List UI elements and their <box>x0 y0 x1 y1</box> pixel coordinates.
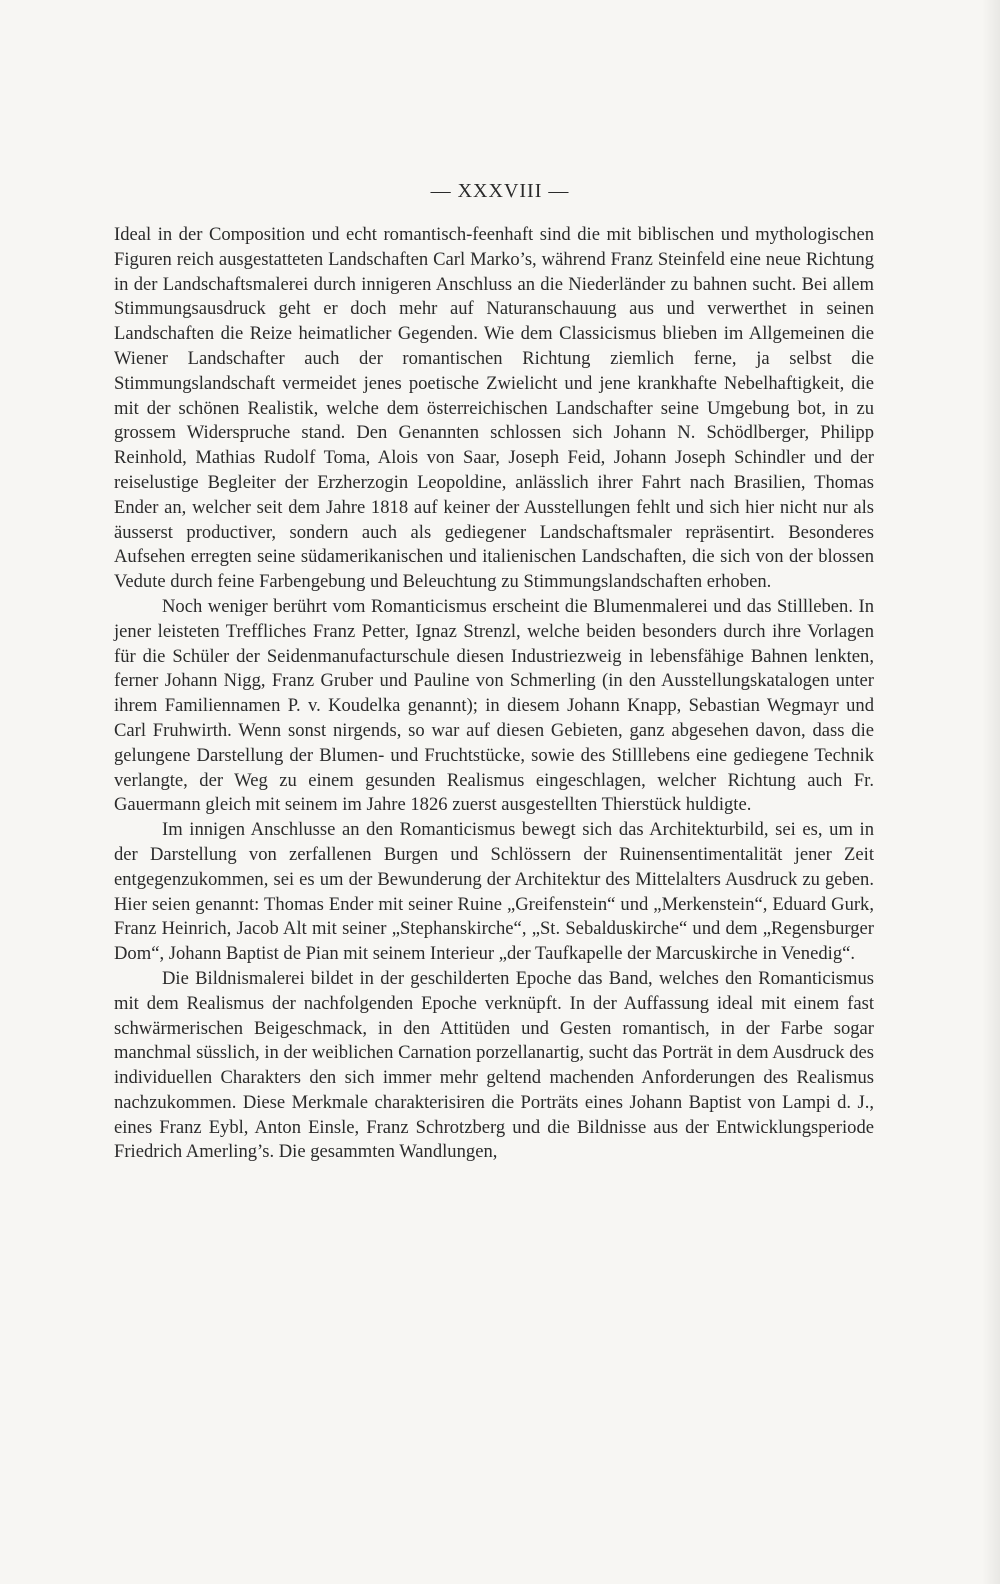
paragraph-portrait: Die Bildnismalerei bildet in der geschilderten Epoche das Band, welches den Romanticismus mit dem Realismus der nachfolgenden Epoche verknüpft. In der Auffassung ideal mit einem fast schwärmerischen Beigeschmack, in den Attitüden und Gesten romantisch, in der Farbe sogar manchmal süsslich, in der weiblichen Carnation porzellanartig, sucht das Porträt in dem Ausdruck des individuellen Charakters den sich immer mehr geltend machenden Anforderungen des Realismus nachzukommen. Diese Merkmale charakterisiren die Porträts eines Johann Baptist von Lampi d. J., eines Franz Eybl, Anton Einsle, Franz Schrotzberg und die Bildnisse aus der Entwicklungsperiode Friedrich Amerling’s. Die gesammten Wandlungen, <box>114 967 874 1163</box>
body-text <box>114 223 874 1165</box>
paragraph-architecture: Im innigen Anschlusse an den Romanticismus bewegt sich das Architekturbild, sei es, um in der Darstellung von zerfallenen Burgen und Schlössern der Ruinensentimentalität jener Zeit entgegenzukommen, sei es um der Bewunderung der Architektur des Mittelalters Ausdruck zu geben. Hier seien genannt: Thomas Ender mit seiner Ruine „Greifenstein“ und „Merkenstein“, Eduard Gurk, Franz Heinrich, Jacob Alt mit seiner „Stephanskirche“, „St. Sebalduskirche“ und dem „Regensburger Dom“, Johann Baptist de Pian mit seinem Interieur „der Taufkapelle der Marcuskirche in Venedig“. <box>114 819 874 965</box>
paragraph-landscape: Ideal in der Composition und echt romantisch-feenhaft sind die mit biblischen und mythologischen Figuren reich ausgestatteten Landschaften Carl Marko’s, während Franz Steinfeld eine neue Richtung in der Landschaftsmalerei durch innigeren Anschluss an die Niederländer zu bahnen sucht. Bei allem Stimmungsausdruck geht er doch mehr auf Naturanschauung aus und verwerthet in seinen Landschaften die Reize heimatlicher Gegenden. Wie dem Classicismus blieben im Allgemeinen die Wiener Landschafter auch der romantischen Richtung ziemlich ferne, ja selbst die Stimmungslandschaft vermeidet jenes poetische Zwielicht und jene krankhafte Nebelhaftigkeit, die mit der schönen Realistik, welche dem österreichischen Landschafter seine Umgebung bot, in zu grossem Widerspruche stand. Den Genannten schlossen sich Johann N. Schödlberger, Philipp Reinhold, Mathias Rudolf Toma, Alois von Saar, Joseph Feid, Johann Joseph Schindler und der reiselustige Begleiter der Erzherzogin Leopoldine, anlässlich ihrer Fahrt nach Brasilien, Thomas Ender an, welcher seit dem Jahre 1818 auf keiner der Ausstellungen fehlt und sich hier nicht nur als äusserst productiver, sondern auch als gediegener Landschaftsmaler repräsentirt. Besonderes Aufsehen erregten seine südamerikanischen und italienischen Landschaften, die sich von der blossen Vedute durch feine Farbengebung und Beleuchtung zu Stimmungslandschaften erhoben. <box>114 224 874 593</box>
paragraph-flower-painting: Noch weniger berührt vom Romanticismus erscheint die Blumenmalerei und das Stillleben. In jener leisteten Treffliches Franz Petter, Ignaz Strenzl, welche beiden besonders durch ihre Vorlagen für die Schüler der Seidenmanufacturschule diesen Industriezweig in lebensfähige Bahnen lenkten, ferner Johann Nigg, Franz Gruber und Pauline von Schmerling (in den Ausstellungskatalogen unter ihrem Familiennamen P. v. Koudelka genannt); in diesem Johann Knapp, Sebastian Wegmayr und Carl Fruhwirth. Wenn sonst nirgends, so war auf diesen Gebieten, ganz abgesehen davon, dass die gelungene Darstellung der Blumen- und Fruchtstücke, sowie des Stilllebens eine gediegene Technik verlangte, der Weg zu einem gesunden Realismus eingeschlagen, welcher Richtung auch Fr. Gauermann gleich mit seinem im Jahre 1826 zuerst ausgestellten Thierstück huldigte. <box>114 595 874 816</box>
page-number: — XXXVIII — <box>430 180 570 202</box>
page-edge-shadow <box>982 0 1000 1584</box>
